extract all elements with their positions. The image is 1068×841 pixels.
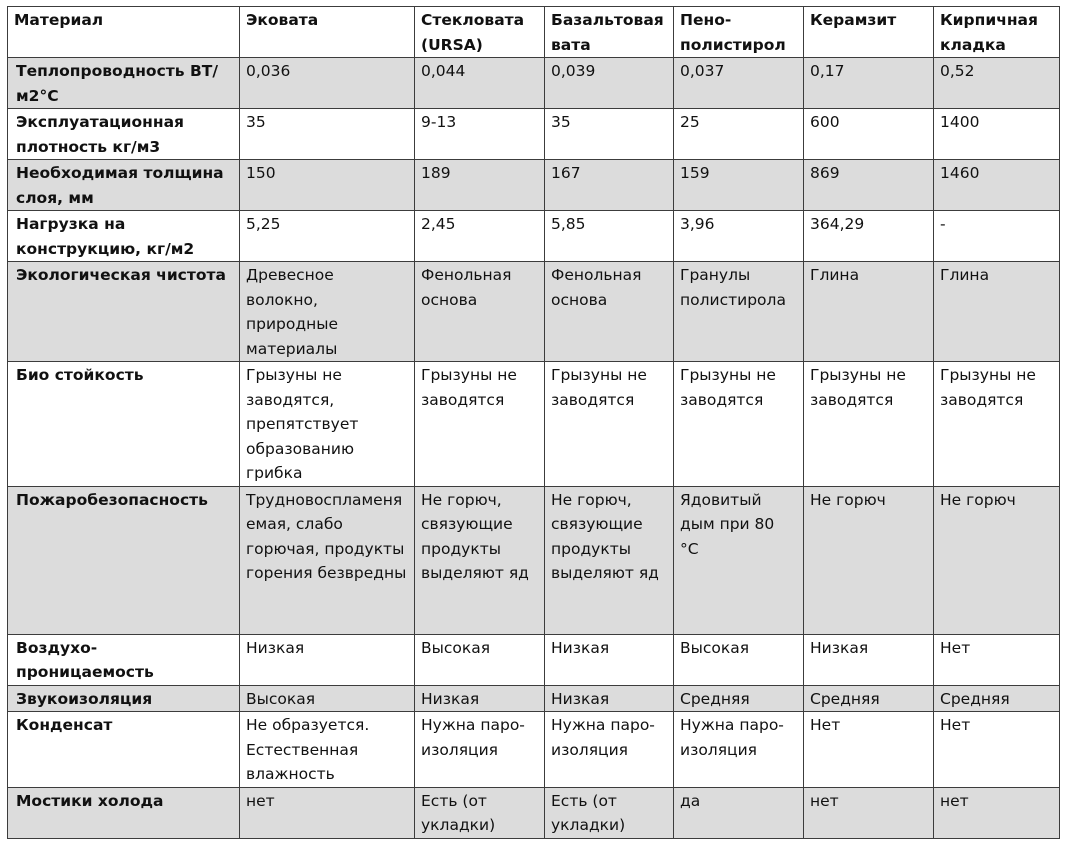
table-row xyxy=(8,211,1060,262)
table-cell: нет xyxy=(240,787,415,838)
table-cell: Грызуны не заводятся, препятствует образованию грибка xyxy=(240,362,415,487)
table-row xyxy=(8,160,1060,211)
table-cell: 167 xyxy=(545,160,674,211)
table-cell: Есть (от укладки) xyxy=(415,787,545,838)
header-cell: Керамзит xyxy=(804,7,934,58)
table-cell: Нет xyxy=(804,712,934,788)
row-label: Воздухо-проницаемость xyxy=(8,634,240,685)
table-cell: 35 xyxy=(240,109,415,160)
table-row xyxy=(8,58,1060,109)
table-cell: Грызуны не заводятся xyxy=(934,362,1060,487)
table-cell: Грызуны не заводятся xyxy=(674,362,804,487)
row-label: Нагрузка на конструкцию, кг/м2 xyxy=(8,211,240,262)
table-cell: 189 xyxy=(415,160,545,211)
table-cell: Не горюч xyxy=(934,486,1060,634)
table-cell: Нет xyxy=(934,712,1060,788)
table-cell: Гранулы полистирола xyxy=(674,262,804,362)
table-cell: 0,039 xyxy=(545,58,674,109)
table-cell: 0,044 xyxy=(415,58,545,109)
table-cell: Грызуны не заводятся xyxy=(415,362,545,487)
table-cell: 0,036 xyxy=(240,58,415,109)
row-label: Конденсат xyxy=(8,712,240,788)
row-label: Теплопроводность ВТ/м2°С xyxy=(8,58,240,109)
table-cell: 5,85 xyxy=(545,211,674,262)
table-cell: Трудновоспламеняемая, слабо горючая, продукты горения безвредны xyxy=(240,486,415,634)
row-label: Пожаробезопасность xyxy=(8,486,240,634)
table-cell: 25 xyxy=(674,109,804,160)
header-cell: Пено-полистирол xyxy=(674,7,804,58)
table-cell: Древесное волокно, природные материалы xyxy=(240,262,415,362)
table-row xyxy=(8,262,1060,362)
table-cell: Грызуны не заводятся xyxy=(804,362,934,487)
table-cell: 3,96 xyxy=(674,211,804,262)
table-cell: Фенольная основа xyxy=(415,262,545,362)
table-cell: Высокая xyxy=(415,634,545,685)
row-label: Экологическая чистота xyxy=(8,262,240,362)
header-cell: Базальтовая вата xyxy=(545,7,674,58)
table-cell: 0,037 xyxy=(674,58,804,109)
table-cell: Средняя xyxy=(934,685,1060,712)
table-cell: Ядовитый дым при 80 °С xyxy=(674,486,804,634)
table-cell: 0,52 xyxy=(934,58,1060,109)
table-cell: Не горюч, связующие продукты выделяют яд xyxy=(545,486,674,634)
table-cell: Есть (от укладки) xyxy=(545,787,674,838)
table-cell: Глина xyxy=(934,262,1060,362)
table-cell: Низкая xyxy=(804,634,934,685)
table-cell: 2,45 xyxy=(415,211,545,262)
table-cell: 150 xyxy=(240,160,415,211)
table-row xyxy=(8,362,1060,487)
header-cell: Эковата xyxy=(240,7,415,58)
table-cell: Не горюч, связующие продукты выделяют яд xyxy=(415,486,545,634)
table-cell: - xyxy=(934,211,1060,262)
table-cell: Грызуны не заводятся xyxy=(545,362,674,487)
table-cell: 364,29 xyxy=(804,211,934,262)
table-cell: Низкая xyxy=(545,634,674,685)
table-cell: Не горюч xyxy=(804,486,934,634)
table-cell: 1460 xyxy=(934,160,1060,211)
table-row xyxy=(8,109,1060,160)
row-label: Необходимая толщина слоя, мм xyxy=(8,160,240,211)
comparison-table xyxy=(7,6,1060,839)
table-row xyxy=(8,712,1060,788)
table-cell: 159 xyxy=(674,160,804,211)
table-row xyxy=(8,685,1060,712)
table-cell: 9-13 xyxy=(415,109,545,160)
table-cell: 0,17 xyxy=(804,58,934,109)
table-row xyxy=(8,486,1060,634)
table-header-row xyxy=(8,7,1060,58)
table-cell: нет xyxy=(804,787,934,838)
table-cell: 869 xyxy=(804,160,934,211)
table-cell: Высокая xyxy=(674,634,804,685)
header-cell xyxy=(415,7,545,58)
table-cell: нет xyxy=(934,787,1060,838)
table-cell: Нужна паро-изоляция xyxy=(674,712,804,788)
table-cell: Средняя xyxy=(804,685,934,712)
table-cell: да xyxy=(674,787,804,838)
row-label: Мостики холода xyxy=(8,787,240,838)
table-cell: Нужна паро-изоляция xyxy=(415,712,545,788)
table-cell: Низкая xyxy=(240,634,415,685)
header-cell: Материал xyxy=(8,7,240,58)
table-cell: 5,25 xyxy=(240,211,415,262)
table-cell: 600 xyxy=(804,109,934,160)
table-cell: Низкая xyxy=(545,685,674,712)
header-cell: Кирпичная кладка xyxy=(934,7,1060,58)
row-label: Звукоизоляция xyxy=(8,685,240,712)
header-text: Стекловата (URSA) xyxy=(421,11,525,54)
table-cell: Нужна паро-изоляция xyxy=(545,712,674,788)
row-label: Эксплуатационная плотность кг/м3 xyxy=(8,109,240,160)
table-cell: Высокая xyxy=(240,685,415,712)
table-cell: Низкая xyxy=(415,685,545,712)
table-cell: Не образуется. Естественная влажность xyxy=(240,712,415,788)
table-cell: Нет xyxy=(934,634,1060,685)
row-label: Био стойкость xyxy=(8,362,240,487)
table-cell: 35 xyxy=(545,109,674,160)
table-row xyxy=(8,787,1060,838)
table-cell: Средняя xyxy=(674,685,804,712)
table-cell: Фенольная основа xyxy=(545,262,674,362)
table-cell: Глина xyxy=(804,262,934,362)
table-row xyxy=(8,634,1060,685)
table-cell: 1400 xyxy=(934,109,1060,160)
